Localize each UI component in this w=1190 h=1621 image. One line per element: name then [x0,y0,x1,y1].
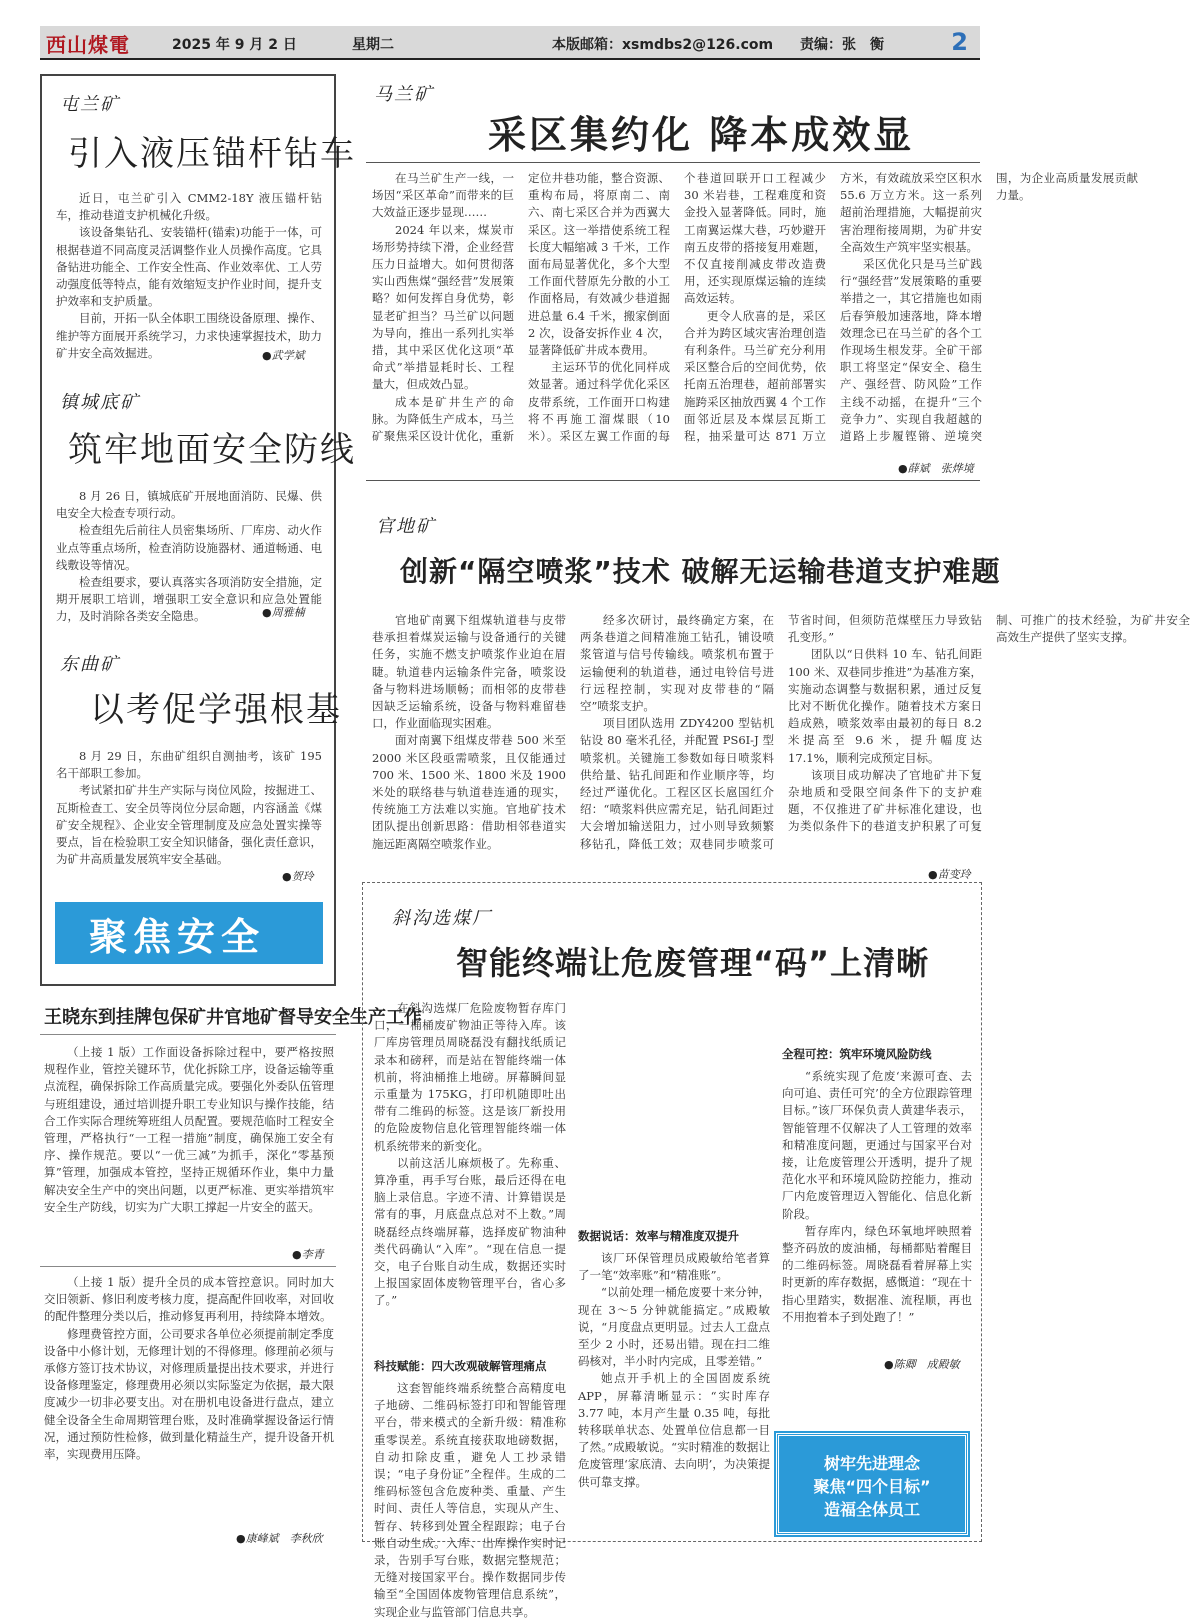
focus-safety-banner: 聚焦安全 [55,902,323,964]
zhencheng-headline: 筑牢地面安全防线 [68,430,356,470]
malan-paragraph: 采区优化只是马兰矿践行“强经营”发展策略的重要举措之一，其它措施也如雨后春笋般加速落地，降本增效理念已在马兰矿的各个工作现场生根发芽。全矿干部职工将坚定“保安全、稳生产、强经营、防风险”工作主线不动摇，在提升“三个竞争力”、实现自我超越的道路上步履铿锵、逆境突围，为企业高质量发展贡献力量。 [840,171,1138,444]
issue-date: 2025 年 9 月 2 日 [172,37,297,53]
xiegou-paragraph: 该厂环保管理员成殿敏给笔者算了一笔“效率账”和“精准账”。 [578,1251,770,1283]
malan-paragraph: 成本是矿井生产的命脉。为降低生产成本，马兰矿聚焦采区设计优化，重新定位井巷功能，整合资源、重构布局，将原南二、南六、南七采区合并为西翼大采区。这一举措使系统工程长度大幅缩减 3 千米，工作面布局显著优化，多个大型工作面代替原先分散的小工作面格局，有效减少巷道掘进总量 6.4 千米，搬家倒面 2 次，设备安拆作业 4 次，显著降低矿井成本费用。 [372,171,670,444]
slogan-line: 聚焦“四个目标” [813,1477,931,1496]
xiegou-subhead-2: 数据说话：效率与精准度双提升 [578,1229,739,1243]
zhencheng-paragraph: 检查组要求，要认真落实各项消防安全措施，定期开展职工培训，增强职工安全意识和应急处置能力，及时消除各类安全隐患。 [56,575,322,624]
newspaper-logo: 西山煤電 [46,33,130,57]
xiegou-byline: ●陈卿 成殿敏 [884,1358,960,1371]
issue-weekday: 星期二 [352,37,394,53]
tunlan-body [56,190,322,368]
malan-paragraph: 主运环节的优化同样成效显著。通过科学优化采区皮带系统，工作面开口构建将不再施工溜煤眼（10 米）。采区左翼工作面的每个巷道回联开口工程减少 30 米岩巷，工程难度和资金投入显著降低。同时，施工南翼运煤大巷，巧妙避开南五皮带的搭接复用难题，不仅直接削减皮带改造费用，还实现原煤运输的连续高效运转。 [528,171,826,444]
divider [40,1266,336,1267]
malan-paragraph: 2024 年以来，煤炭市场形势持续下滑，企业经营压力日益增大。如何贯彻落实山西焦煤“强经营”发展策略？如何发挥自身优势，彰显老矿担当？马兰矿以问题为导向，推出一系列扎实举措，其中采区优化这项“革命式”举措显耗时长、工程量大，但成效凸显。 [372,222,514,392]
malan-body [372,170,1138,460]
wang-byline: ●李青 [292,1248,324,1261]
xiegou-paragraph: “以前处理一桶危废要十来分钟，现在 3～5 分钟就能搞定。”成殿敏说，“月度盘点更明显。过去人工盘点至少 2 小时，还易出错。现在扫二维码核对，半小时内完成，且零差错。” [578,1285,770,1369]
divider [40,1034,336,1035]
xiegou-paragraph: 她点开手机上的全国固废系统 APP，屏幕清晰显示：“实时库存 3.77 吨，本月产生量 0.35 吨，每批转移联单状态、处置单位信息都一目了然。”成殿敏说。“实时精准的数据让危废管理‘家底清、去向明’，为决策提供可靠支撑。 [578,1371,770,1489]
guandi-paragraph: 项目团队选用 ZDY4200 型钻机钻设 80 毫米孔径，并配置 PS6I-J 型喷浆机。关键施工参数如每日喷浆料供给量、钻孔间距和作业顺序等，均经过严谨优化。工程区区长扈国红介绍：“喷浆料供应需充足，钻孔间距过大会增加输送阻力，过小则导致频繁移钻孔，降低工效；双巷同步喷浆可节省时间，但须防范煤壁压力导致钻孔变形。” [580,613,982,851]
guandi-paragraph: 经多次研讨，最终确定方案，在两条巷道之间精准施工钻孔，铺设喷浆管道与信号传输线。喷浆机布置于运输便利的轨道巷，通过电铃信号进行远程控制，实现对皮带巷的“隔空”喷浆支护。 [580,613,774,714]
page-number: 2 [951,28,968,56]
xiegou-body-col1b [374,1380,566,1619]
masthead [40,26,980,60]
dongqu-paragraph: 考试紧扣矿井生产实际与岗位风险，按掘进工、瓦斯检查工、安全员等岗位分层命题，内容涵盖《煤矿安全规程》、企业安全管理制度及应急处置实操等要点，旨在检验职工安全知识储备，强化责任意识，为矿井高质量发展筑牢安全基础。 [56,783,322,867]
divider [366,480,980,481]
xiegou-paragraph: 这套智能终端系统整合高精度电子地磅、二维码标签打印和智能管理平台，带来模式的全新升级：精准称重零误差。系统直接获取地磅数据，自动扣除皮重，避免人工抄录错误；“电子身份证”全程伴。生成的二维码标签包含危废种类、重量、产生时间、责任人等信息，实现从产生、暂存、转移到处置全程跟踪；电子台账自动生成。入库、出库操作实时记录，告别手写台账，数据完整规范；无缝对接国家平台。操作数据同步传输至“全国固体废物管理信息系统”，实现企业与监管部门信息共享。 [374,1381,566,1619]
xiegou-subhead-3: 全程可控：筑牢环境风险防线 [782,1047,932,1061]
slogan-box [776,1433,968,1535]
guandi-byline: ●苗变玲 [928,868,971,881]
cost-paragraph: （上接 1 版）提升全员的成本管控意识。同时加大交旧领新、修旧利废考核力度，提高配件回收率，对回收的配件整理分类以后，推动修复再利用，持续降本增效。 [44,1275,334,1324]
cost-body [44,1274,334,1530]
malan-byline: ●薛斌 张烨境 [898,462,974,475]
divider [366,162,980,163]
malan-paragraph: 在马兰矿生产一线，一场因“采区革命”而带来的巨大效益正逐步显现…… [372,171,514,220]
tunlan-kicker: 屯兰矿 [60,94,120,115]
cost-paragraph: 修理费管控方面，公司要求各单位必须提前制定季度设备中小修计划，无修理计划的不得修理。修理前必须与承修方签订技术协议，对修理质量提出技术要求，并进行设备修理鉴定，修理费用必须以实际鉴定为依据，最大限度减少一切非必要支出。对在册机电设备进行盘点，建立健全设备全生命周期管理台账，及时准确掌握设备运行情况，通过预防性检修，做到量化精益生产，提升设备开机率，实现费用压降。 [44,1326,334,1462]
dongqu-paragraph: 8 月 29 日，东曲矿组织自测抽考，该矿 195 名干部职工参加。 [56,749,322,781]
guandi-kicker: 官地矿 [376,516,436,537]
tunlan-paragraph: 近日，屯兰矿引入 CMM2-18Y 液压锚杆钻车，推动巷道支护机械化升级。 [56,191,322,223]
tunlan-byline: ●武学斌 [262,349,305,362]
slogan-line: 造福全体员工 [823,1500,920,1519]
malan-headline: 采区集约化 降本成效显 [488,113,915,157]
zhencheng-kicker: 镇城底矿 [60,392,140,413]
malan-paragraph: 更令人欣喜的是，采区合并为跨区域灾害治理创造有利条件。马兰矿充分利用采区整合后的空间优势，依托南五治理巷，超前部署实施跨采区抽放西翼 4 个工作面邻近层及本煤层瓦斯工程，抽采量可达 871 万立方米，有效疏放采空区积水 55.6 万立方米。这一系列超前治理措施，大幅提前灾害治理衔接周期，为矿井安全高效生产筑牢坚实根基。 [684,171,982,444]
wang-paragraph: （上接 1 版）工作面设备拆除过程中，要严格按照规程作业，管控关键环节，优化拆除工序，设备运输等重点流程，确保拆除工作高质量完成。要强化外委队伍管理与班组建设，通过培训提升职工专业知识与操作技能，结合工作实际合理统筹班组人员配置。要规范临时工程安全管理，严格执行“一工程一措施”制度，确保施工安全有序、操作规范。要以“一优三减”为抓手，深化“零基预算”管理，加强成本管控，坚持正规循环作业，集中力量解决安全生产中的突出问题，以更严标准、更实举措筑牢安全生产防线，切实为广大职工撑起一片安全的蓝天。 [44,1045,334,1214]
tunlan-headline: 引入液压锚杆钻车 [68,134,356,174]
page-email: 本版邮箱：xsmdbs2@126.com [552,37,774,53]
cost-byline: ●康峰斌 李秋欣 [236,1532,323,1545]
xiegou-headline: 智能终端让危废管理“码”上清晰 [456,944,930,982]
zhencheng-paragraph: 8 月 26 日，镇城底矿开展地面消防、民爆、供电安全大检查专项行动。 [56,489,322,521]
dongqu-byline: ●贺玲 [282,870,314,883]
guandi-headline: 创新“隔空喷浆”技术 破解无运输巷道支护难题 [400,555,1001,588]
guandi-paragraph: 官地矿南翼下组煤轨道巷与皮带巷承担着煤炭运输与设备通行的关键任务，实施不燃支护喷浆作业迫在眉睫。轨道巷内运输条件完备，喷浆设备与物料进场顺畅；而相邻的皮带巷因缺乏运输系统，设备与物料难留巷口，作业面临现实困难。 [372,613,566,731]
xiegou-paragraph: 在斜沟选煤厂危险废物暂存库门口，一桶桶废矿物油正等待入库。该厂库房管理员周晓磊没有翻找纸质记录本和磅秤，而是站在智能终端一体机前，将油桶推上地磅。屏幕瞬间显示重量为 175KG，打印机随即吐出带有二维码的标签。这是该厂新投用的危险废物信息化管理智能终端一体机系统带来的新变化。 [374,1001,566,1153]
guandi-paragraph: 面对南翼下组煤皮带巷 500 米至 2000 米区段亟需喷浆，且仅能通过 700 米、1500 米、1800 米及 1900 米处的联络巷与轨道巷连通的现实，传统施工方法难以实施。官地矿技术团队提出创新思路：借助相邻巷道实施远距离隔空喷浆作业。 [372,733,566,851]
wang-body [44,1044,334,1249]
wang-headline: 王晓东到挂牌包保矿井官地矿督导安全生产工作 [44,1007,422,1028]
xiegou-body-col3 [782,1068,972,1348]
dongqu-kicker: 东曲矿 [60,654,120,675]
dongqu-body [56,748,322,884]
xiegou-subhead-1: 科技赋能：四大改观破解管理痛点 [374,1359,547,1373]
tunlan-paragraph: 目前，开拓一队全体职工围绕设备原理、操作、维护等方面展开系统学习，力求快速掌握技术，助力矿井安全高效掘进。 [56,311,322,360]
xiegou-paragraph: “系统实现了危废‘来源可查、去向可追、责任可究’的全方位跟踪管理目标。”该厂环保负责人黄建华表示，智能管理不仅解决了人工管理的效率和精准度问题，更通过与国家平台对接，让危废管理公开透明，提升了规范化水平和环境风险防控能力，推动厂内危废管理迈入智能化、信息化新阶段。 [782,1069,972,1221]
guandi-body [372,612,1190,868]
slogan-line: 树牢先进理念 [823,1454,920,1473]
zhencheng-byline: ●周雅楠 [262,606,305,619]
xiegou-kicker: 斜沟选煤厂 [392,908,492,929]
guandi-paragraph: 该项目成功解决了官地矿井下复杂地质和受限空间条件下的支护难题，不仅推进了矿井标准化建设，也为类似条件下的巷道支护积累了可复制、可推广的技术经验，为矿井安全高效生产提供了坚实支撑。 [788,613,1190,834]
zhencheng-paragraph: 检查组先后前往人员密集场所、厂库房、动火作业点等重点场所，检查消防设施器材、通道畅通、电线敷设等情况。 [56,523,322,572]
dongqu-headline: 以考促学强根基 [90,690,342,730]
guandi-paragraph: 团队以“日供料 10 车、钻孔间距 100 米、双巷同步推进”为基准方案，实施动态调整与数据积累，通过反复比对不断优化操作。随着技术方案日趋成熟，喷浆效率由最初的每日 8.2 米提高至 9.6 米，提升幅度达 17.1%，顺利完成预定目标。 [788,647,982,765]
malan-kicker: 马兰矿 [374,84,434,105]
xiegou-paragraph: 暂存库内，绿色环氧地坪映照着整齐码放的废油桶，每桶都贴着醒目的二维码标签。周晓磊看着屏幕上实时更新的库存数据，感慨道：“现在十指心里踏实，数据准、流程顺，再也不用抱着本子到处跑了！” [782,1223,972,1324]
xiegou-body-col2 [578,1250,770,1532]
page-editor: 责编：张 衡 [800,37,884,53]
xiegou-body-col1 [374,1000,566,1352]
tunlan-paragraph: 该设备集钻孔、安装锚杆(锚索)功能于一体，可根据巷道不同高度灵活调整作业人员操作高度。它具备钻进功能全、工作安全性高、作业效率优、工人劳动强度低等特点，能有效缩短支护作业时间，提升支护效率和支护质量。 [56,225,322,309]
xiegou-paragraph: 以前这活儿麻烦极了。先称重、算净重，再手写台账，最后还得在电脑上录信息。字迹不清、计算错误是常有的事，月底盘点总对不上数。”周晓磊经点终端屏幕，选择废矿物油种类代码确认“入库”。“现在信息一提交，电子台账自动生成，数据还实时上报国家固体废物管理平台，省心多了。” [374,1155,566,1308]
